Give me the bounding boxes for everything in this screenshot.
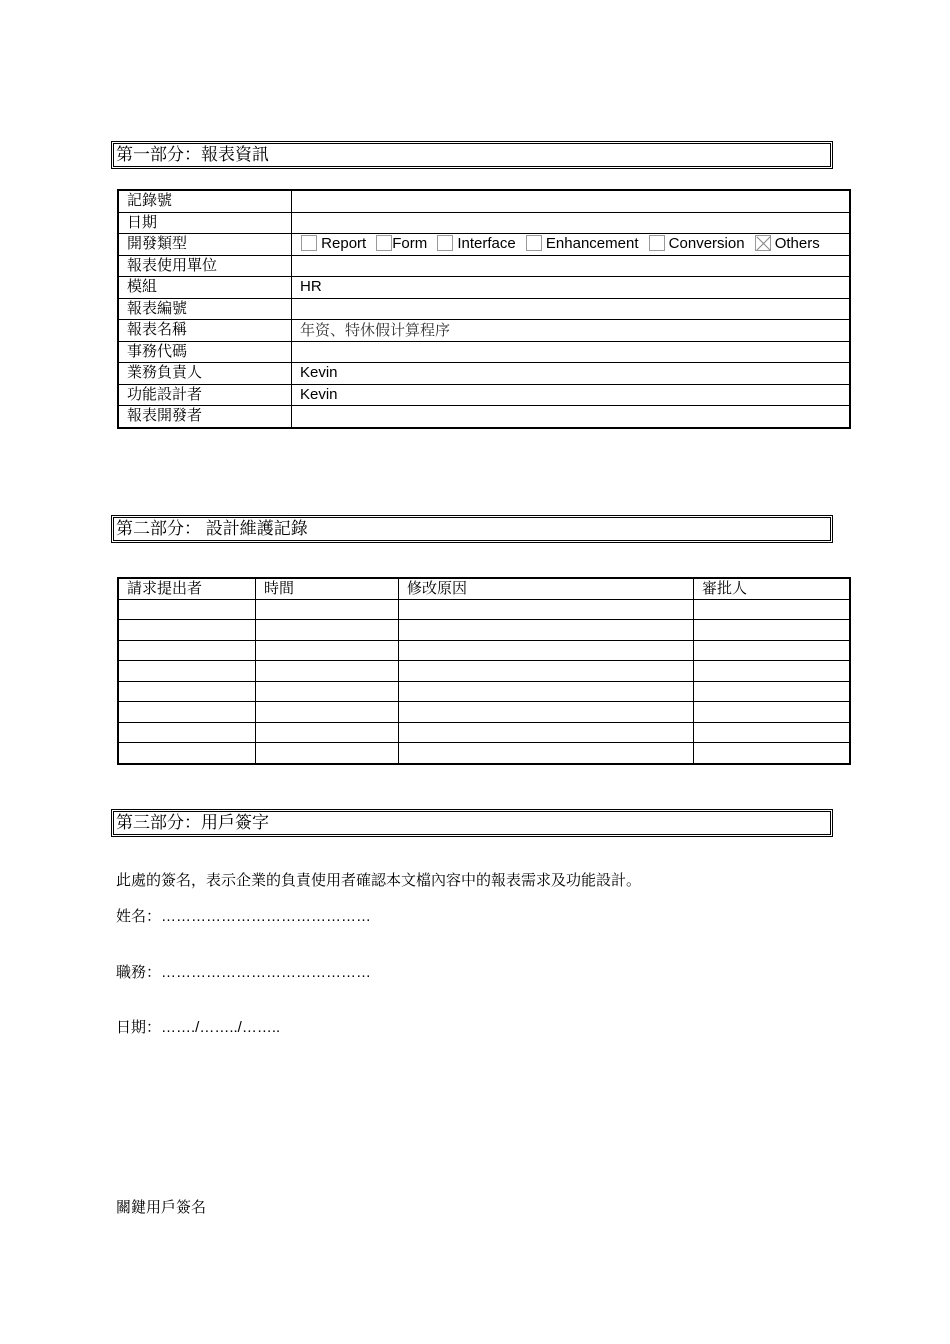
enhancement-checkbox[interactable] — [526, 235, 542, 251]
report-checkbox[interactable] — [301, 235, 317, 251]
table-cell[interactable] — [694, 722, 851, 743]
table-row — [118, 406, 850, 428]
table-cell[interactable] — [694, 661, 851, 682]
table-cell[interactable] — [118, 681, 256, 702]
table-row — [118, 702, 850, 723]
report-developer-value — [292, 406, 851, 428]
table-row — [118, 620, 850, 641]
table-row — [118, 255, 850, 277]
signature-statement: 此處的簽名，表示企業的負責使用者確認本文檔內容中的報表需求及功能設計。 — [116, 872, 642, 889]
table-row — [118, 743, 850, 764]
record-no-value — [292, 190, 851, 212]
business-owner-value: Kevin — [292, 363, 851, 385]
dev-type-form[interactable]: Form — [376, 234, 427, 254]
change-reason-header: 修改原因 — [399, 578, 694, 599]
table-row — [118, 640, 850, 661]
section2-title: 第二部分： 設計維護記錄 — [111, 515, 833, 543]
report-developer-label: 報表開發者 — [118, 406, 292, 428]
date-label: 日期 — [118, 212, 292, 234]
table-row — [118, 363, 850, 385]
table-cell[interactable] — [118, 743, 256, 764]
table-row — [118, 681, 850, 702]
table-cell[interactable] — [399, 640, 694, 661]
table-cell[interactable] — [256, 661, 399, 682]
business-owner-label: 業務負責人 — [118, 363, 292, 385]
dev-type-enhancement[interactable]: Enhancement — [526, 234, 639, 254]
others-checkbox[interactable] — [755, 235, 771, 251]
table-cell[interactable] — [694, 743, 851, 764]
table-row — [118, 277, 850, 299]
table-row — [118, 661, 850, 682]
position-line: 職務：…………………………………… — [116, 964, 372, 981]
interface-checkbox[interactable] — [437, 235, 453, 251]
table-row — [118, 298, 850, 320]
table-cell[interactable] — [694, 599, 851, 620]
time-header: 時間 — [256, 578, 399, 599]
table-cell[interactable] — [256, 599, 399, 620]
record-no-label: 記錄號 — [118, 190, 292, 212]
table-cell[interactable] — [399, 661, 694, 682]
report-info-table — [117, 189, 851, 429]
report-number-value — [292, 298, 851, 320]
functional-designer-value: Kevin — [292, 384, 851, 406]
dev-type-conversion[interactable]: Conversion — [649, 234, 745, 254]
table-cell[interactable] — [399, 681, 694, 702]
table-cell[interactable] — [256, 702, 399, 723]
table-cell[interactable] — [256, 743, 399, 764]
table-cell[interactable] — [118, 702, 256, 723]
table-cell[interactable] — [694, 702, 851, 723]
dev-type-others[interactable]: Others — [755, 234, 820, 254]
approver-header: 審批人 — [694, 578, 851, 599]
table-cell[interactable] — [256, 640, 399, 661]
table-cell[interactable] — [399, 702, 694, 723]
table-row — [118, 341, 850, 363]
table-row — [118, 190, 850, 212]
dev-type-label: 開發類型 — [118, 234, 292, 256]
table-cell[interactable] — [399, 722, 694, 743]
table-row — [118, 384, 850, 406]
table-cell[interactable] — [399, 599, 694, 620]
functional-designer-label: 功能設計者 — [118, 384, 292, 406]
table-cell[interactable] — [694, 640, 851, 661]
report-number-label: 報表編號 — [118, 298, 292, 320]
dev-type-interface[interactable]: Interface — [437, 234, 516, 254]
table-cell[interactable] — [118, 640, 256, 661]
transaction-code-value — [292, 341, 851, 363]
module-value: HR — [292, 277, 851, 299]
table-cell[interactable] — [118, 661, 256, 682]
table-row — [118, 234, 850, 256]
table-row — [118, 722, 850, 743]
name-line: 姓名：…………………………………… — [116, 908, 372, 925]
dev-type-options — [292, 234, 851, 256]
module-label: 模組 — [118, 277, 292, 299]
table-cell[interactable] — [256, 722, 399, 743]
dev-type-report[interactable]: Report — [301, 234, 366, 254]
table-cell[interactable] — [694, 620, 851, 641]
date-value — [292, 212, 851, 234]
table-cell[interactable] — [118, 722, 256, 743]
conversion-checkbox[interactable] — [649, 235, 665, 251]
table-cell[interactable] — [399, 620, 694, 641]
table-row — [118, 599, 850, 620]
table-cell[interactable] — [256, 681, 399, 702]
section1-title: 第一部分：報表資訊 — [111, 141, 833, 169]
maintenance-record-table — [117, 577, 851, 765]
section3-title: 第三部分：用戶簽字 — [111, 809, 833, 837]
report-name-label: 報表名稱 — [118, 320, 292, 342]
table-cell[interactable] — [256, 620, 399, 641]
table-cell[interactable] — [399, 743, 694, 764]
report-unit-value — [292, 255, 851, 277]
table-row — [118, 212, 850, 234]
form-checkbox[interactable] — [376, 235, 392, 251]
requester-header: 請求提出者 — [118, 578, 256, 599]
report-unit-label: 報表使用單位 — [118, 255, 292, 277]
transaction-code-label: 事務代碼 — [118, 341, 292, 363]
table-cell[interactable] — [118, 599, 256, 620]
date-line: 日期：……./……../…….. — [116, 1019, 281, 1036]
table-row — [118, 320, 850, 342]
table-cell[interactable] — [694, 681, 851, 702]
key-user-signature-label: 關鍵用戶簽名 — [116, 1199, 207, 1216]
table-header-row — [118, 578, 850, 599]
table-cell[interactable] — [118, 620, 256, 641]
report-name-value: 年资、特休假计算程序 — [292, 320, 851, 342]
